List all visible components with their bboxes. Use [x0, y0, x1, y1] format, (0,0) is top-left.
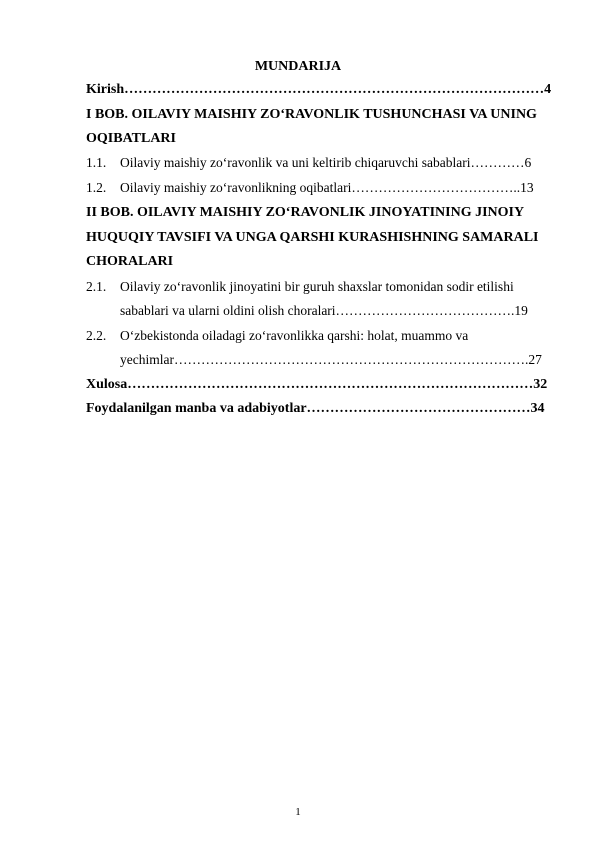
toc-chapter-2-line-2: HUQUQIY TAVSIFI VA UNGA QARSHI KURASHISHNING SAMARALI	[86, 230, 539, 245]
page-title: MUNDARIJA	[254, 59, 342, 74]
toc-chapter-1-line-1: I BOB. OILAVIY MAISHIY ZO‘RAVONLIK TUSHUNCHASI VA UNING	[86, 107, 537, 122]
toc-section-1-1-number: 1.1.	[86, 155, 107, 170]
toc-section-2-1-number: 2.1.	[86, 279, 107, 294]
page-number: 1	[295, 806, 301, 818]
toc-section-2-2-number: 2.2.	[86, 328, 107, 343]
toc-section-1-2-number: 1.2.	[86, 180, 107, 195]
toc-entry-kirish: Kirish………………………………………………………………………………4	[86, 82, 552, 97]
toc-section-2-1-text-line-2: sabablari va ularni oldini olish choralari………………………………….19	[120, 303, 528, 318]
toc-chapter-2-line-3: CHORALARI	[86, 254, 174, 269]
toc-entry-xulosa: Xulosa……………………………………………………………………………32	[86, 377, 548, 392]
toc-section-1-1-text: Oilaviy maishiy zo‘ravonlik va uni keltirib chiqaruvchi sabablari…………6	[120, 155, 532, 170]
toc-section-2-2-text-line-1: O‘zbekistonda oiladagi zo‘ravonlikka qarshi: holat, muammo va	[120, 328, 469, 343]
toc-section-2-2-text-line-2: yechimlar…………………………………………………………………….27	[120, 352, 542, 367]
toc-chapter-2-line-1: II BOB. OILAVIY MAISHIY ZO‘RAVONLIK JINOYATINING JINOIY	[86, 205, 525, 220]
toc-section-1-2-text: Oilaviy maishiy zo‘ravonlikning oqibatlari………………………………..13	[120, 180, 534, 195]
toc-entry-bibliography: Foydalanilgan manba va adabiyotlar…………………………………………34	[86, 401, 545, 416]
toc-chapter-1-line-2: OQIBATLARI	[86, 131, 176, 146]
toc-section-2-1-text-line-1: Oilaviy zo‘ravonlik jinoyatini bir guruh shaxslar tomonidan sodir etilishi	[120, 279, 514, 294]
